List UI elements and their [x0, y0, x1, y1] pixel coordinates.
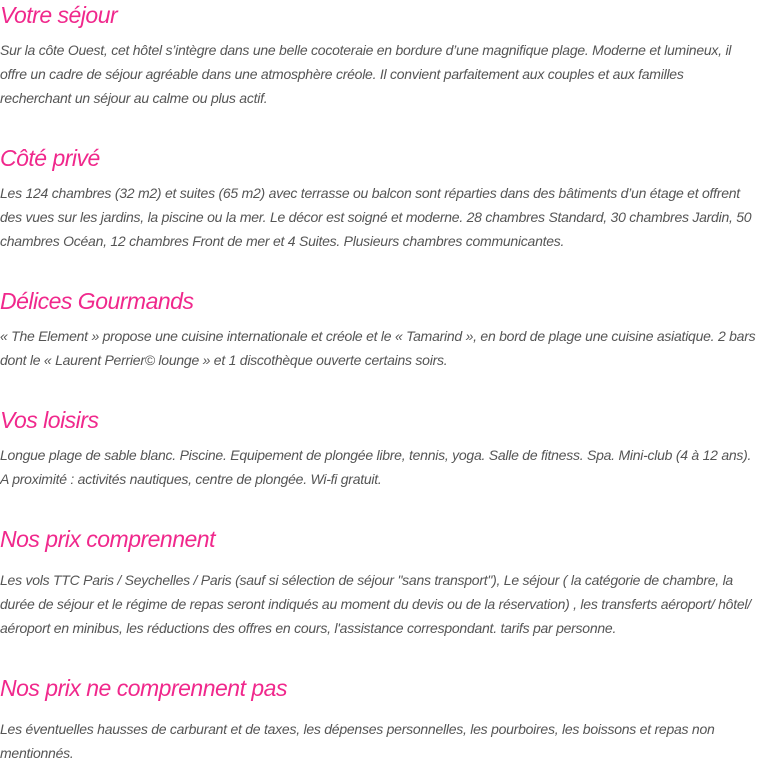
- section-title: Délices Gourmands: [0, 288, 194, 314]
- section-title: Nos prix comprennent: [0, 526, 215, 552]
- section-text: Les 124 chambres (32 m2) et suites (65 m2) avec terrasse ou balcon sont réparties dans des bâtiments d’un étage et offrent des vues sur les jardins, la piscine ou la mer. Le décor est soigné et moderne. 28 chambres Standard, 30 chambres Jardin, 50 chambres Océan, 12 chambres Front de mer et 4 Suites. Plusieurs chambres communicantes.: [0, 185, 752, 249]
- section-delices-gourmands: [0, 287, 758, 372]
- section-votre-sejour: [0, 1, 758, 110]
- section-cote-prive: [0, 144, 758, 253]
- section-title: Côté privé: [0, 145, 100, 171]
- section-nos-prix-ne-comprennent-pas: [0, 674, 758, 765]
- section-text: Les éventuelles hausses de carburant et de taxes, les dépenses personnelles, les pourboires, les boissons et repas non mentionnés.: [0, 721, 715, 761]
- section-text: « The Element » propose une cuisine internationale et créole et le « Tamarind », en bord de plage une cuisine asiatique. 2 bars dont le « Laurent Perrier© lounge » et 1 discothèque ouverte certains soirs.: [0, 328, 756, 368]
- section-title: Nos prix ne comprennent pas: [0, 675, 287, 701]
- section-text: Longue plage de sable blanc. Piscine. Equipement de plongée libre, tennis, yoga. Salle de fitness. Spa. Mini-club (4 à 12 ans). A proximité : activités nautiques, centre de plongée. Wi-fi gratuit.: [0, 447, 752, 487]
- section-vos-loisirs: [0, 406, 758, 491]
- section-text: Les vols TTC Paris / Seychelles / Paris (sauf si sélection de séjour "sans transport"), Le séjour ( la catégorie de chambre, la durée de séjour et le régime de repas seront indiqués au moment du devis ou de la réservation) , les transferts aéroport/ hôtel/ aéroport en minibus, les réductions des offres en cours, l'assistance correspondant. tarifs par personne.: [0, 572, 751, 636]
- section-text: Sur la côte Ouest, cet hôtel s’intègre dans une belle cocoteraie en bordure d’une magnifique plage. Moderne et lumineux, il offre un cadre de séjour agréable dans une atmosphère créole. Il convient parfaitement aux couples et aux familles recherchant un séjour au calme ou plus actif.: [0, 42, 732, 106]
- section-title: Vos loisirs: [0, 407, 99, 433]
- section-title: Votre séjour: [0, 2, 118, 28]
- section-nos-prix-comprennent: [0, 525, 758, 640]
